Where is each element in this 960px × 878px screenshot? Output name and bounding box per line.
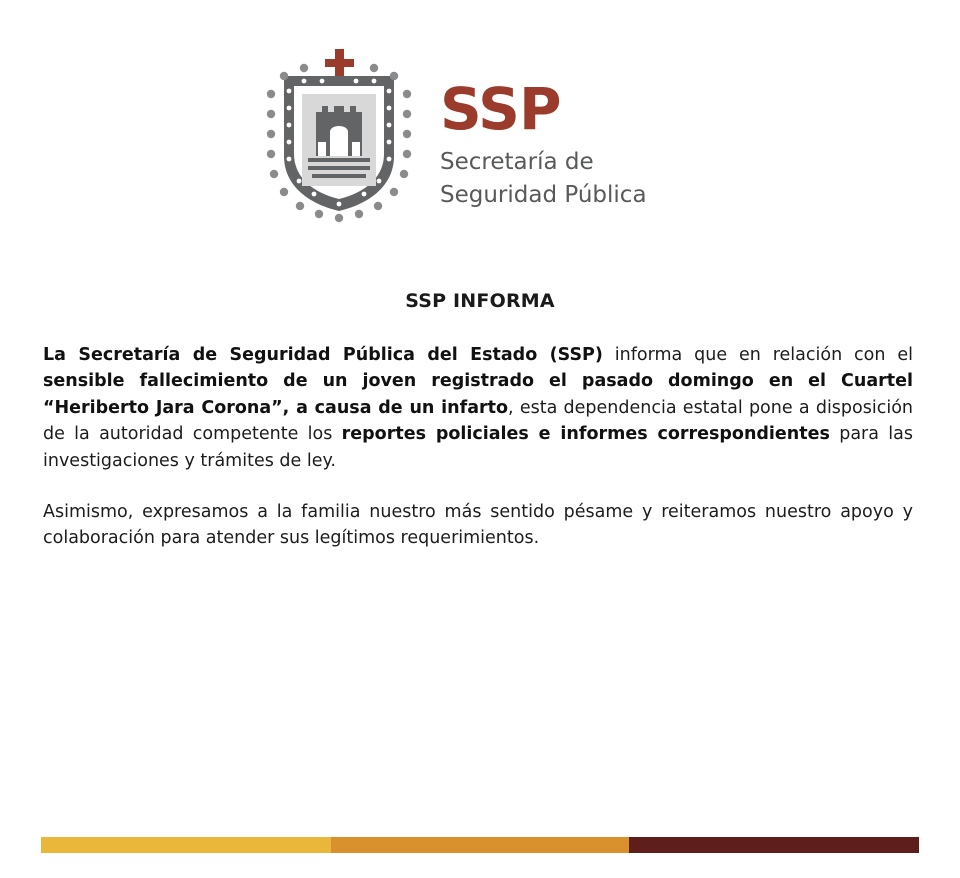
document-title: SSP INFORMA xyxy=(405,290,555,312)
footer-stripe-orange xyxy=(331,837,629,853)
text-run: , esta dependencia estatal pone a disposición de la autoridad competente los xyxy=(43,397,913,445)
header xyxy=(264,46,724,226)
text-run: informa que en relación con el xyxy=(602,345,913,365)
brand-name-line2: Seguridad Pública xyxy=(440,182,647,208)
castle-icon xyxy=(302,94,376,186)
brand-name xyxy=(440,146,647,212)
coat-of-arms-shield-icon xyxy=(264,46,414,226)
document-body xyxy=(43,342,913,577)
bold-text-run: sensible fallecimiento de un joven registrado el pasado domingo en el Cuartel “Heriberto Jara Corona”, a causa de un infarto xyxy=(43,371,913,418)
brand-name-line1: Secretaría de xyxy=(440,149,594,175)
text-run: Asimismo, expresamos a la familia nuestro más sentido pésame y reiteramos nuestro apoyo y colaboración para atender sus legítimos requerimientos. xyxy=(43,502,913,549)
brand-wordmark xyxy=(440,75,647,212)
footer-color-stripe xyxy=(41,837,919,853)
bold-text-run: reportes policiales e informes correspondientes xyxy=(341,424,830,445)
text-run: para las investigaciones y trámites de ley. xyxy=(43,424,913,471)
paragraph-1 xyxy=(43,342,913,474)
footer-stripe-maroon xyxy=(629,837,919,853)
footer-stripe-yellow xyxy=(41,837,331,853)
brand-acronym: SSP xyxy=(440,75,561,143)
bold-text-run: La Secretaría de Seguridad Pública del Estado (SSP) xyxy=(43,345,603,365)
paragraph-2 xyxy=(43,499,913,552)
